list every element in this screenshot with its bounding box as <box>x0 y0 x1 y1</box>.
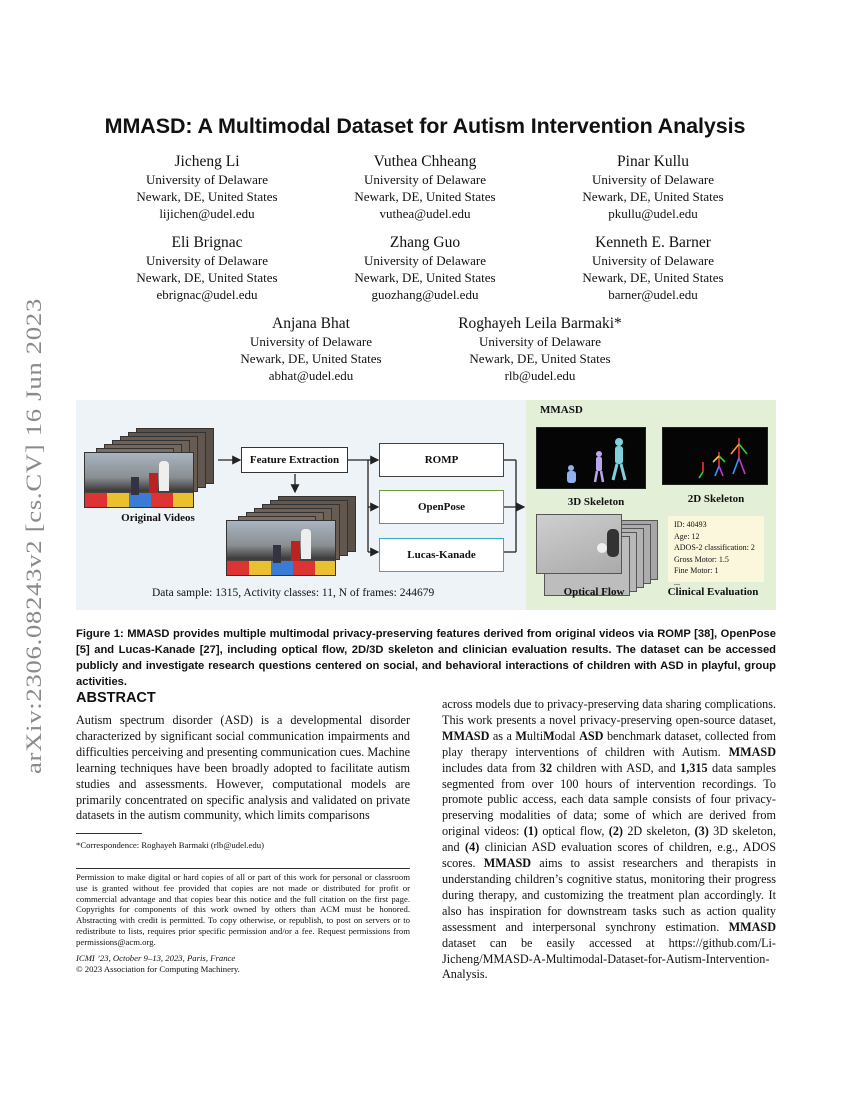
abstract-text: across models due to privacy-preserving data sharing complications. This work presents a novel privacy-preserving open-source dataset, <box>442 697 776 727</box>
author-location: Newark, DE, United States <box>354 270 496 285</box>
author-email[interactable]: guozhang@udel.edu <box>371 287 479 302</box>
clinical-line: Gross Motor: 1.5 <box>674 554 729 564</box>
abstract-text: as a <box>489 728 516 743</box>
author-name: Jicheng Li <box>174 153 240 170</box>
author-affiliation: University of Delaware <box>145 172 268 187</box>
clinical-line: ID: 40493 <box>674 520 707 529</box>
abstract-bold: M <box>515 728 527 743</box>
author-affiliation: University of Delaware <box>363 172 486 187</box>
author-name: Vuthea Chheang <box>373 153 477 170</box>
clinical-evaluation-card <box>668 516 764 587</box>
author-location: Newark, DE, United States <box>469 351 611 366</box>
clinical-evaluation-label: Clinical Evaluation <box>667 586 759 598</box>
copyright-line: © 2023 Association for Computing Machinery. <box>76 964 240 974</box>
abstract-text[interactable]: dataset can be easily accessed at https://github.com/Li-Jicheng/MMASD-A-Multimodal-Dataset-for-Autism-Intervention-Analysis. <box>442 935 776 982</box>
author-location: Newark, DE, United States <box>136 189 278 204</box>
author-name: Pinar Kullu <box>617 153 689 170</box>
author-email[interactable]: pkullu@udel.edu <box>608 206 698 221</box>
abstract-text: children with ASD, and <box>552 760 681 775</box>
author-email[interactable]: ebrignac@udel.edu <box>156 287 258 302</box>
author-affiliation: University of Delaware <box>363 253 486 268</box>
author-email[interactable]: barner@udel.edu <box>608 287 698 302</box>
author-affiliation: University of Delaware <box>591 172 714 187</box>
clinical-line: Fine Motor: 1 <box>674 566 719 575</box>
abstract-text: ulti <box>526 728 544 743</box>
abstract-right-column <box>442 697 776 983</box>
author-location: Newark, DE, United States <box>354 189 496 204</box>
arxiv-stamp-text: arXiv:2306.08243v2 [cs.CV] 16 Jun 2023 <box>21 380 46 774</box>
arxiv-stamp <box>12 296 52 776</box>
permission-notice: Permission to make digital or hard copies of all or part of this work for personal or classroom use is granted without fee provided that copies are not made or distributed for profit or commercial advantage and that copies bear this notice and the full citation on the first page. Copyrights for components of this work owned by others than ACM must be honored. Abstracting with credit is permitted. To copy otherwise, or republish, to post on servers or to redistribute to lists, requires prior specific permission and/or a fee. Request permissions from permissions@acm.org. <box>76 872 410 947</box>
abstract-bold: ASD <box>579 728 604 743</box>
abstract-left-column: Autism spectrum disorder (ASD) is a developmental disorder characterized by significant social communication impairments and difficulties perceiving and presenting communication cues. Machine learning techniques have been broadly adopted to facilitate autism studies and assessments. However, computational models are primarily concentrated on specific analysis and validated on private datasets in the autism community, which limits comparisons <box>76 713 410 823</box>
figure-1 <box>76 400 776 610</box>
abstract-text: clinician ASD evaluation scores of children, e.g., ADOS scores. <box>442 840 776 871</box>
lucas-kanade-box: Lucas-Kanade <box>379 538 504 572</box>
skeleton-2d-image <box>662 427 768 485</box>
author-email[interactable]: lijichen@udel.edu <box>159 206 255 221</box>
abstract-text: optical flow, <box>538 824 609 839</box>
author-location: Newark, DE, United States <box>582 270 724 285</box>
abstract-bold: (2) <box>608 824 623 839</box>
author-block <box>97 152 317 222</box>
abstract-bold: (3) <box>694 824 709 839</box>
abstract-text: includes data from <box>442 760 540 775</box>
abstract-bold: MMASD <box>728 744 776 759</box>
abstract-text: odal <box>554 728 580 743</box>
abstract-heading: ABSTRACT <box>76 690 156 706</box>
abstract-text: 2D skeleton, <box>622 824 695 839</box>
abstract-text: benchmark dataset, collected from play therapy interventions of children with Autism. <box>442 728 777 759</box>
abstract-bold: (1) <box>523 824 538 839</box>
venue-line <box>76 953 410 964</box>
romp-box: ROMP <box>379 443 504 477</box>
mmasd-label: MMASD <box>540 404 583 416</box>
author-block <box>543 152 763 222</box>
abstract-bold: MMASD <box>728 919 776 934</box>
abstract-bold: M <box>543 728 555 743</box>
correspondence-footnote: *Correspondence: Roghayeh Barmaki (rlb@udel.edu) <box>76 840 264 850</box>
permission-rule <box>76 868 410 869</box>
data-sample-note: Data sample: 1315, Activity classes: 11, N of frames: 244679 <box>152 587 435 599</box>
author-affiliation: University of Delaware <box>478 334 601 349</box>
skeleton-3d-label: 3D Skeleton <box>567 496 625 508</box>
optical-flow-image <box>536 514 622 574</box>
original-videos-label: Original Videos <box>121 512 195 524</box>
author-block <box>201 314 421 384</box>
paper-title: MMASD: A Multimodal Dataset for Autism Intervention Analysis <box>104 114 746 138</box>
abstract-bold: 1,315 <box>680 760 708 775</box>
footnote-rule <box>76 833 142 834</box>
author-name: Kenneth E. Barner <box>595 234 711 251</box>
abstract-bold: (4) <box>465 840 480 855</box>
author-email[interactable]: vuthea@udel.edu <box>379 206 471 221</box>
abstract-bold: 32 <box>539 760 553 775</box>
author-location: Newark, DE, United States <box>582 189 724 204</box>
author-block <box>315 152 535 222</box>
author-block <box>97 233 317 303</box>
abstract-bold: MMASD <box>442 728 490 743</box>
abstract-text: aims to assist researchers and therapists in understanding children’s cognitive status, monitoring their progress during therapy, and customizing the treatment plan accordingly. It also has inspiration for downstream tasks such as action quality assessment and interpersonal synchrony estimation. <box>442 856 776 934</box>
author-location: Newark, DE, United States <box>240 351 382 366</box>
venue-text: ICMI ’23, October 9–13, 2023, Paris, France <box>76 953 236 963</box>
author-block <box>543 233 763 303</box>
author-block <box>425 314 655 384</box>
author-block <box>315 233 535 303</box>
figure-caption: Figure 1: MMASD provides multiple multimodal privacy-preserving features derived from original videos via ROMP [38], OpenPose [5] and Lucas-Kanade [27], including optical flow, 2D/3D skeleton and clinician evaluation results. The dataset can be accessed publicly and investigate research questions centered on social, and behavioral interactions of children with ASD in playful, group activities. <box>76 628 776 688</box>
feature-extraction-box: Feature Extraction <box>241 447 348 473</box>
optical-flow-label: Optical Flow <box>563 586 625 598</box>
author-affiliation: University of Delaware <box>145 253 268 268</box>
abstract-text: 3D skeleton, and <box>442 824 776 855</box>
author-name: Anjana Bhat <box>272 315 350 332</box>
openpose-box: OpenPose <box>379 490 504 524</box>
author-email[interactable]: rlb@udel.edu <box>504 368 576 383</box>
skeleton-3d-image <box>536 427 646 489</box>
clinical-line: ADOS-2 classification: 2 <box>674 543 755 552</box>
clinical-line: ... <box>674 577 680 587</box>
author-affiliation: University of Delaware <box>249 334 372 349</box>
author-affiliation: University of Delaware <box>591 253 714 268</box>
abstract-text: data samples segmented from over 100 hours of intervention recordings. To promote public access, each data sample consists of four privacy-preserving modalities of data; some of which are derived from original videos: <box>442 760 776 839</box>
author-email[interactable]: abhat@udel.edu <box>268 368 354 383</box>
author-name: Zhang Guo <box>389 234 461 251</box>
author-name: Roghayeh Leila Barmaki* <box>458 315 622 332</box>
author-location: Newark, DE, United States <box>136 270 278 285</box>
author-name: Eli Brignac <box>171 234 243 251</box>
clinical-line: Age: 12 <box>674 531 700 541</box>
skeleton-2d-label: 2D Skeleton <box>687 493 745 505</box>
abstract-bold: MMASD <box>483 856 532 871</box>
optical-flow-stack <box>534 514 664 584</box>
